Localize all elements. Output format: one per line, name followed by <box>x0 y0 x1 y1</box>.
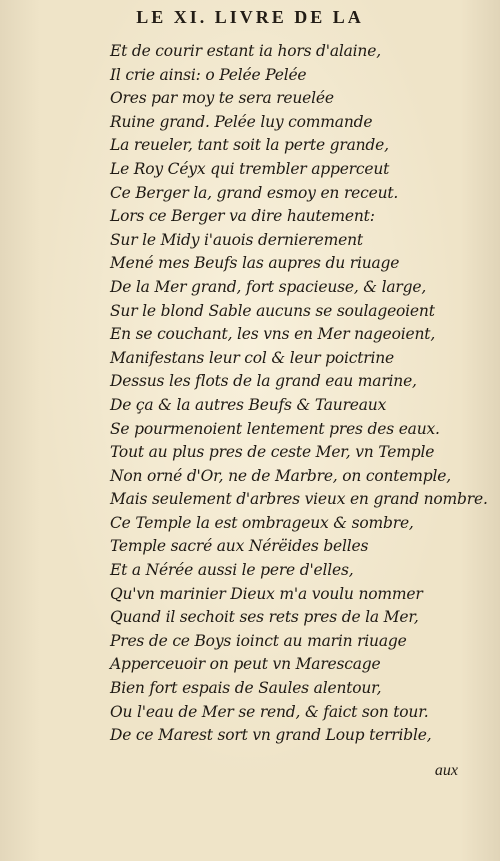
verse-line: Ce Temple la est ombrageux & sombre, <box>110 513 414 532</box>
catchword: aux <box>434 762 458 779</box>
verse-line: Ce Berger la, grand esmoy en receut. <box>110 183 399 202</box>
verse-line: Quand il sechoit ses rets pres de la Mer, <box>110 608 419 627</box>
verse-line: Tout au plus pres de ceste Mer, vn Temple <box>110 443 435 462</box>
verse-block <box>110 40 488 748</box>
verse-line: Le Roy Céyx qui trembler apperceut <box>110 159 390 178</box>
verse-line: Ou l'eau de Mer se rend, & faict son tour. <box>110 702 429 721</box>
verse-line: De ce Marest sort vn grand Loup terrible, <box>110 726 432 745</box>
verse-line: Et a Nérée aussi le pere d'elles, <box>110 561 354 580</box>
verse-line: De la Mer grand, fort spacieuse, & large, <box>110 277 427 296</box>
verse-line: Bien fort espais de Saules alentour, <box>110 679 382 698</box>
verse-line: Qu'vn marinier Dieux m'a voulu nommer <box>110 584 423 603</box>
verse-line: En se couchant, les vns en Mer nageoient, <box>110 325 436 344</box>
verse-line: Non orné d'Or, ne de Marbre, on contemple, <box>110 466 451 485</box>
verse-line: La reueler, tant soit la perte grande, <box>110 136 389 155</box>
running-head: LE XI. LIVRE DE LA <box>136 7 364 27</box>
verse-line: Sur le Midy i'auois dernierement <box>110 230 363 249</box>
verse-line: Pres de ce Boys ioinct au marin riuage <box>110 631 407 650</box>
verse-line: Mais seulement d'arbres vieux en grand nombre. <box>110 490 488 509</box>
verse-line: Mené mes Beufs las aupres du riuage <box>110 254 400 273</box>
verse-line: De ça & la autres Beufs & Taureaux <box>110 395 387 414</box>
verse-line: Apperceuoir on peut vn Marescage <box>110 655 381 674</box>
verse-line: Dessus les flots de la grand eau marine, <box>110 372 417 391</box>
verse-line: Ruine grand. Pelée luy commande <box>110 112 373 131</box>
verse-line: Sur le blond Sable aucuns se soulageoient <box>110 301 435 320</box>
verse-line: Ores par moy te sera reuelée <box>110 89 334 108</box>
verse-line: Il crie ainsi: o Pelée Pelée <box>110 65 307 84</box>
verse-line: Manifestans leur col & leur poictrine <box>110 348 395 367</box>
verse-line: Lors ce Berger va dire hautement: <box>110 207 375 226</box>
verse-line: Temple sacré aux Nérëides belles <box>110 537 369 556</box>
verse-line: Se pourmenoient lentement pres des eaux. <box>110 419 440 438</box>
verse-line: Et de courir estant ia hors d'alaine, <box>110 42 381 60</box>
